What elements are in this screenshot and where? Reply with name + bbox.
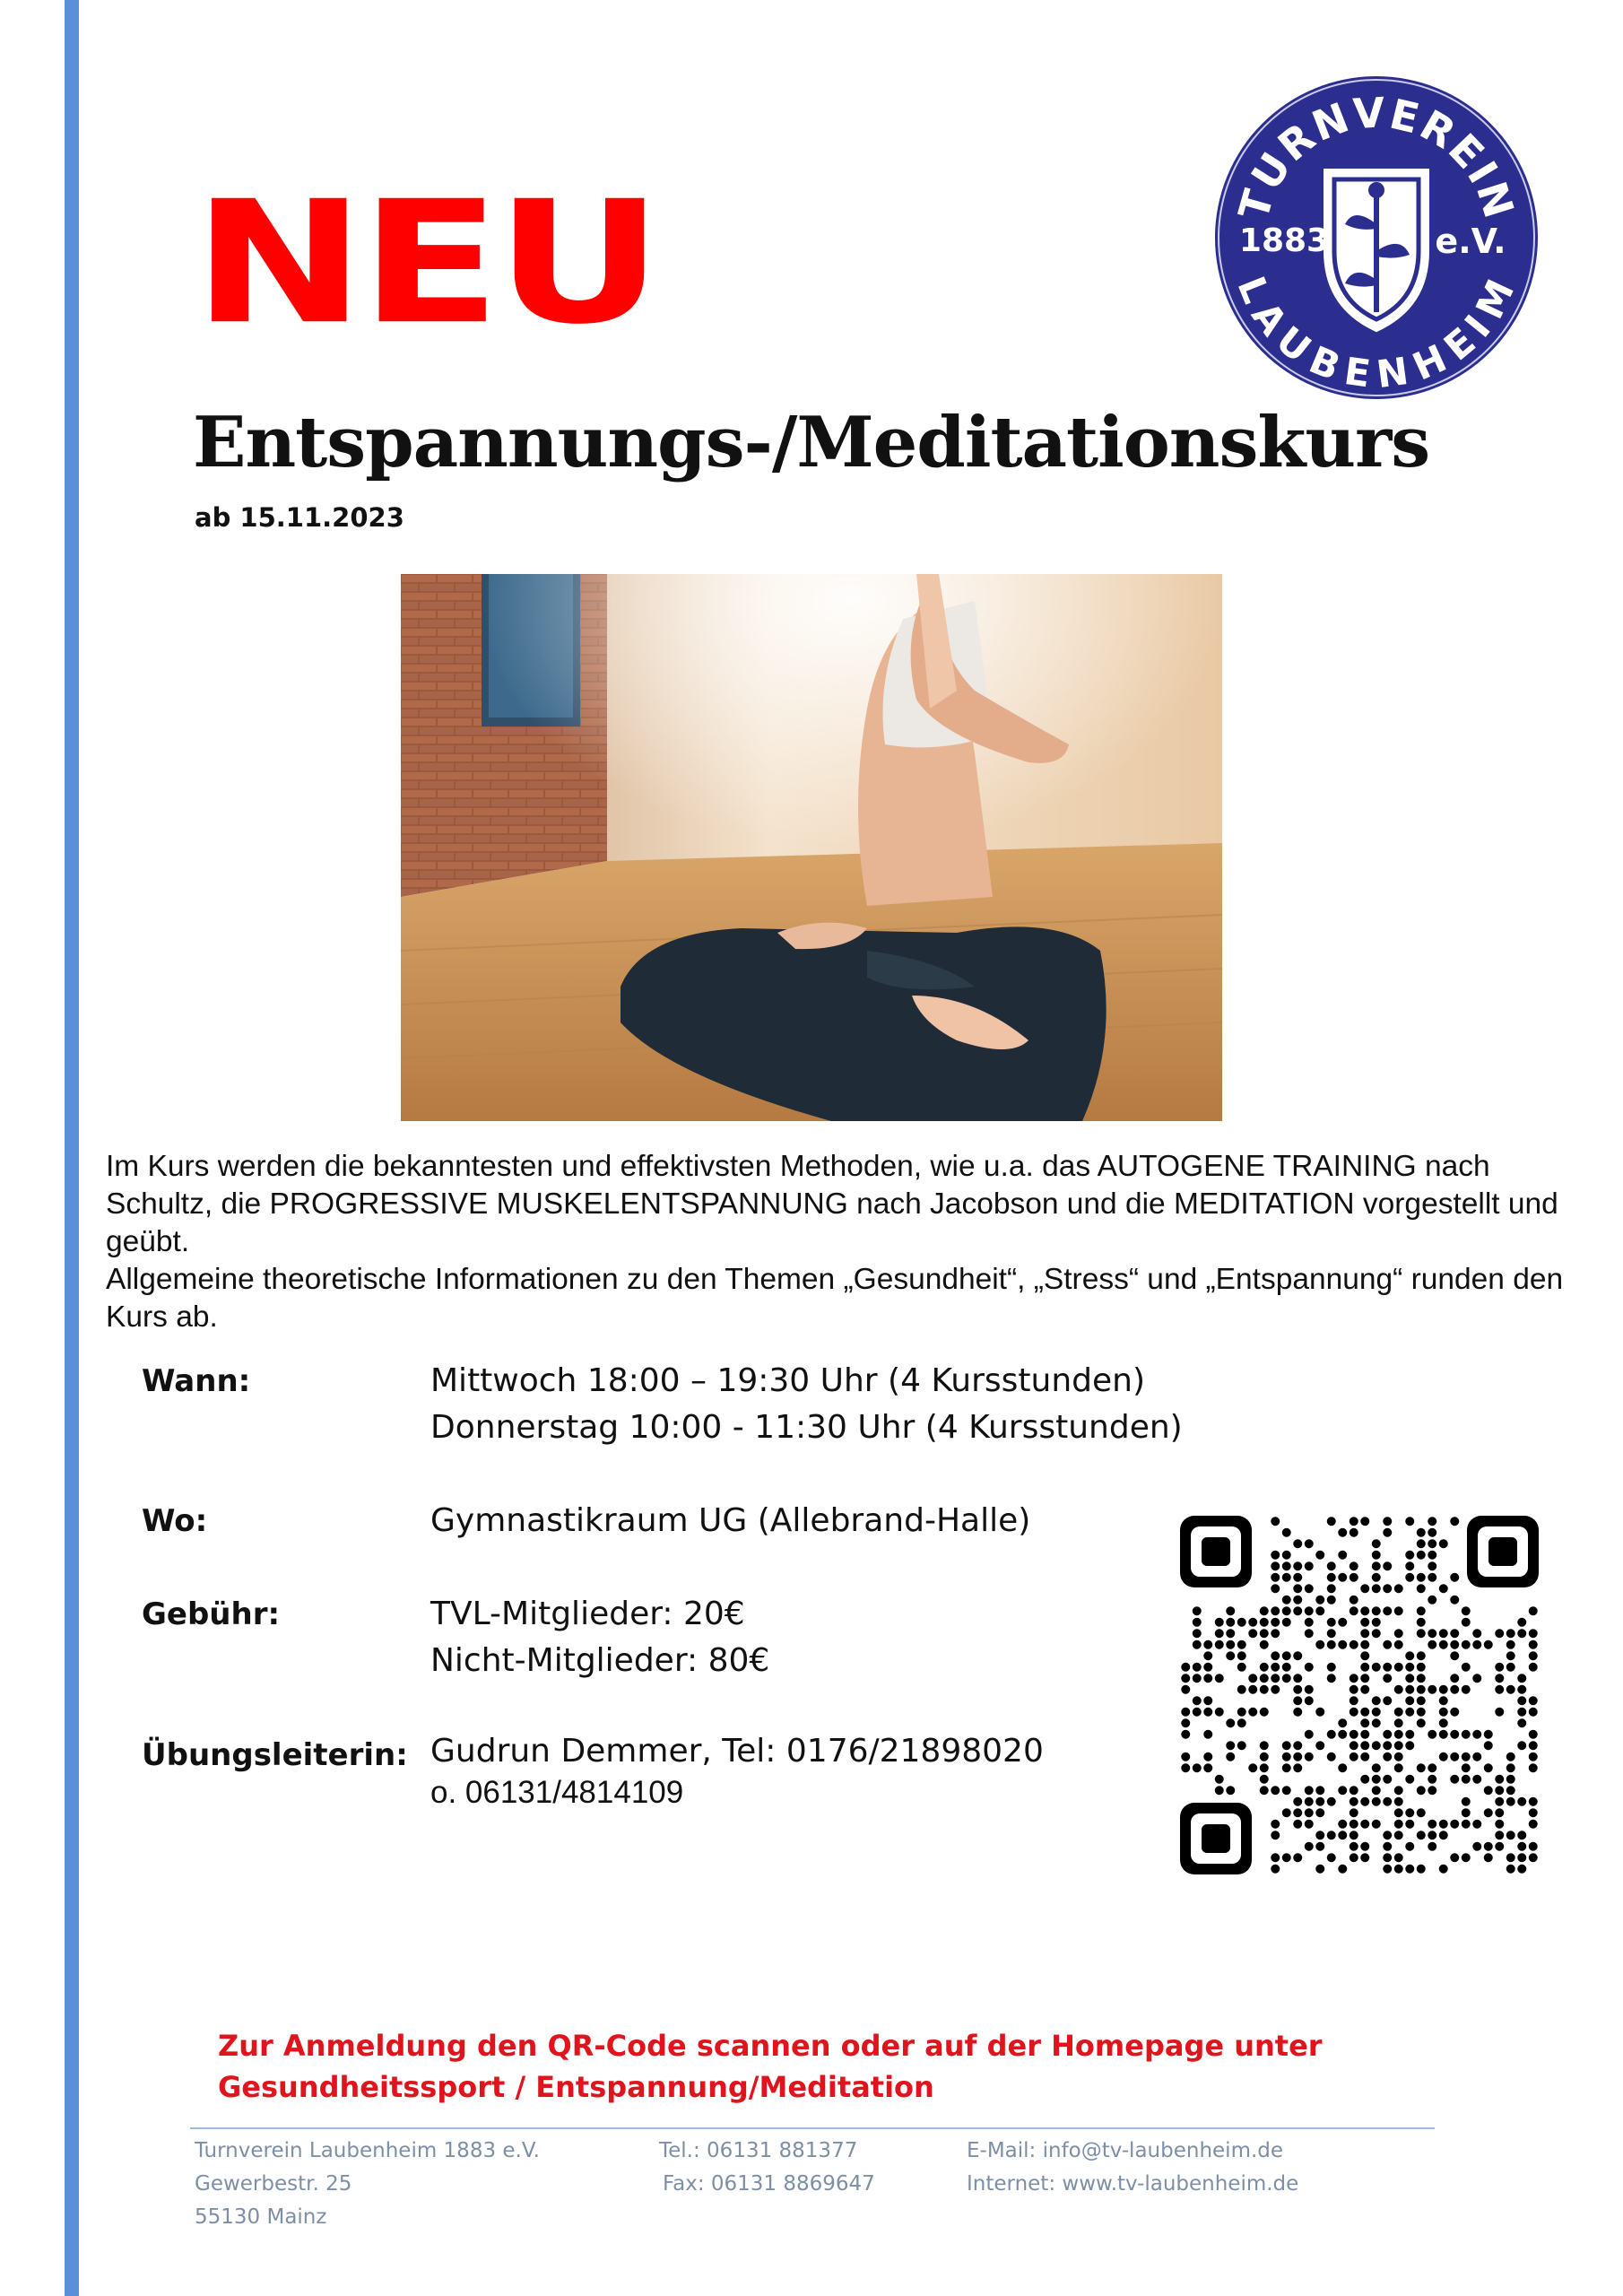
- fee-line-members: TVL-Mitglieder: 20€: [430, 1596, 745, 1632]
- fee-line-nonmembers: Nicht-Mitglieder: 80€: [430, 1642, 770, 1679]
- footer-org: Turnverein Laubenheim 1883 e.V.: [195, 2139, 540, 2162]
- fee-label: Gebühr:: [142, 1596, 281, 1632]
- instructor-line: o. 06131/4814109: [430, 1775, 684, 1810]
- footer-divider: [190, 2127, 1435, 2129]
- registration-note: Zur Anmeldung den QR-Code scannen oder auf der Homepage unter Gesundheitssport / Entspannung/Meditation: [218, 2029, 1323, 2104]
- description-paragraph: Allgemeine theoretische Informationen zu den Themen „Gesundheit“, „Stress“ und „Entspannung“ runden den Kurs ab.: [106, 1263, 1564, 1334]
- footer-tel: Tel.: 06131 881377: [659, 2139, 858, 2162]
- course-title: Entspannungs-/Meditationskurs: [193, 402, 1430, 483]
- course-description: [106, 1148, 1576, 1336]
- new-badge-heading: NEU: [193, 165, 658, 362]
- logo-suffix: e.V.: [1435, 222, 1506, 261]
- footer-fax: Fax: 06131 8869647: [663, 2172, 875, 2196]
- instructor-label: Übungsleiterin:: [142, 1737, 408, 1773]
- footer-city: 55130 Mainz: [195, 2205, 327, 2229]
- footer-street: Gewerbestr. 25: [195, 2172, 352, 2196]
- footer-address: [195, 2135, 540, 2234]
- where-value: [430, 1498, 1030, 1544]
- course-start-date: ab 15.11.2023: [195, 502, 404, 533]
- logo-bottom-text: LAUBENHEIM: [1228, 270, 1524, 397]
- footer-email[interactable]: E-Mail: info@tv-laubenheim.de: [967, 2139, 1284, 2162]
- footer-contact: [967, 2135, 1298, 2201]
- instructor-value: [430, 1731, 1044, 1813]
- qr-code-icon[interactable]: [1180, 1516, 1539, 1874]
- club-crest-icon: [1211, 72, 1542, 404]
- instructor-line: Gudrun Demmer, Tel: 0176/21898020: [430, 1733, 1044, 1770]
- logo-year: 1883: [1238, 222, 1330, 259]
- fee-value: [430, 1591, 769, 1684]
- where-label: Wo:: [142, 1503, 208, 1539]
- logo-top-text: TURNVEREIN: [1228, 88, 1524, 225]
- description-paragraph: Im Kurs werden die bekanntesten und effektivsten Methoden, wie u.a. das AUTOGENE TRAINING nach Schultz, die PROGRESSIVE MUSKELENTSPANNUNG nach Jacobson und die MEDITATION vorgestellt und geübt.: [106, 1150, 1558, 1258]
- when-line: Mittwoch 18:00 – 19:30 Uhr (4 Kursstunden): [430, 1362, 1145, 1399]
- footer-phone: [659, 2135, 875, 2201]
- when-line: Donnerstag 10:00 - 11:30 Uhr (4 Kursstunden): [430, 1409, 1183, 1446]
- when-value: [430, 1358, 1183, 1451]
- footer-web[interactable]: Internet: www.tv-laubenheim.de: [967, 2172, 1299, 2196]
- meditation-photo: [401, 574, 1222, 1121]
- where-line: Gymnastikraum UG (Allebrand-Halle): [430, 1502, 1031, 1539]
- page-side-bar: [65, 0, 79, 2296]
- when-label: Wann:: [142, 1363, 251, 1399]
